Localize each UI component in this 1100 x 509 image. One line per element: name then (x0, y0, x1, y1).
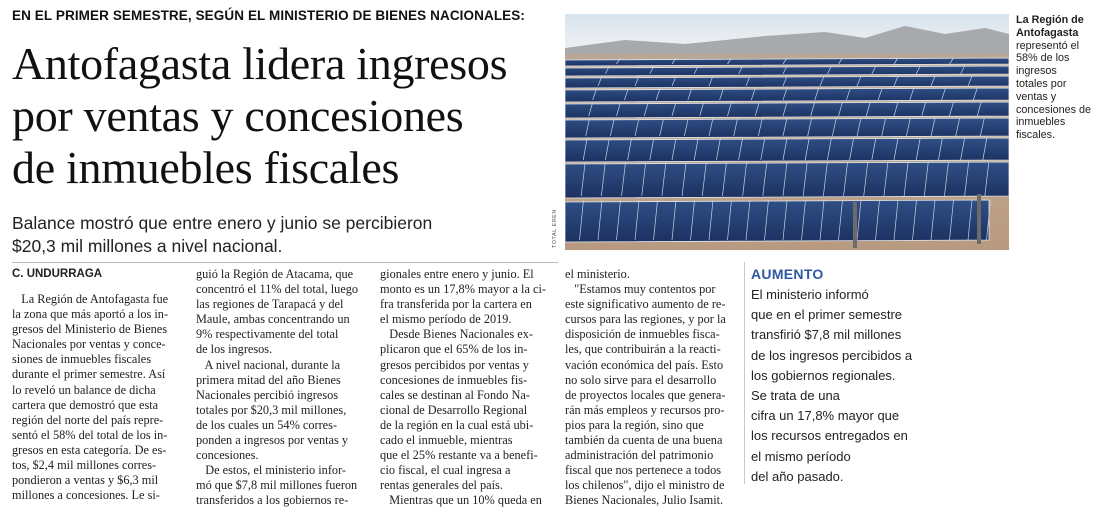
kicker: EN EL PRIMER SEMESTRE, SEGÚN EL MINISTERIO DE BIENES NACIONALES: (12, 8, 525, 23)
article-text-line: cales se destinan al Fondo Na- (380, 387, 530, 402)
article-column-4 (565, 267, 737, 509)
sidebar-box-line: del año pasado. (751, 468, 844, 484)
article-column-2 (196, 267, 372, 509)
article-text-line: las regiones de Tarapacá y del (196, 297, 344, 312)
sidebar-box-line: Se trata de una (751, 388, 840, 404)
article-text-line: pios para la región, sino que (565, 417, 704, 432)
sidebar-box-line: cifra un 17,8% mayor que (751, 408, 900, 424)
article-text-line: les, que contribuirán a la reacti- (565, 342, 721, 357)
article-text-line: "Estamos muy contentos por (565, 282, 716, 297)
sidebar-box-title: AUMENTO (751, 266, 824, 282)
article-text-line: gresos percibidos por ventas y (380, 357, 529, 372)
article-text-line: vación económica del país. Esto (565, 357, 724, 372)
caption-line: representó el (1016, 39, 1080, 52)
article-text-line: este significativo aumento de re- (565, 297, 726, 312)
article-text-line: cional de Desarrollo Regional (380, 402, 528, 417)
article-text-line: millones a concesiones. Le si- (12, 488, 160, 503)
sidebar-box-line: de los ingresos percibidos a (751, 347, 913, 363)
article-text-line: sentó el 58% del total de los in- (12, 427, 168, 442)
sidebar-box-line: los recursos entregados en (751, 428, 908, 444)
subheadline-line: Balance mostró que entre enero y junio se percibieron (12, 213, 433, 233)
article-text-line: cartera que demostró que esta (12, 397, 159, 412)
article-text-line: región del norte del país repre- (12, 412, 164, 427)
article-text-line: guió la Región de Atacama, que (196, 267, 354, 281)
caption-line: 58% de los (1016, 52, 1070, 65)
sidebar-box-line: el mismo período (751, 448, 851, 464)
sidebar-box (744, 262, 913, 484)
solar-panel-row (565, 76, 1009, 88)
caption-line: ventas y (1016, 90, 1057, 103)
sidebar-box-line: los gobiernos regionales. (751, 367, 896, 383)
solar-panel-row (565, 66, 1009, 76)
article-text-line: concesiones. (196, 448, 259, 463)
article-text-line: plicaron que el 65% de los in- (380, 342, 528, 357)
caption-line: concesiones de (1016, 103, 1092, 116)
article-text-line: concesiones de inmuebles fis- (380, 372, 528, 387)
solar-panel-row (565, 200, 989, 242)
headline (12, 38, 557, 194)
subheadline (12, 212, 552, 258)
article-text-line: durante el primer semestre. Así (12, 367, 166, 382)
article-text-line: pondieron a ventas y $6,3 mil (12, 473, 159, 488)
article-text-line: tos, $2,4 mil millones corres- (12, 458, 157, 473)
sidebar-box-text (751, 285, 913, 487)
article-text-line: el ministerio. (565, 267, 630, 281)
caption-line: inmuebles (1016, 116, 1066, 129)
solar-panel-row (565, 118, 1009, 138)
article-text-line: disposición de inmuebles fisca- (565, 327, 720, 342)
article-text-line: Maule, ambas concentrando un (196, 312, 350, 327)
article-text-line: fiscal que nos pertenece a todos (565, 463, 722, 478)
solar-panel-row (565, 88, 1009, 102)
article-text-line: De estos, el ministerio infor- (196, 463, 347, 478)
article-text-line: de proyectos locales que genera- (565, 387, 726, 402)
article-text-line: totales por $20,3 mil millones, (196, 402, 347, 417)
article-text-line: rentas generales del país. (380, 478, 503, 493)
byline: C. UNDURRAGA (12, 268, 103, 280)
article-text-line: de la región en la cual está ubi- (380, 417, 534, 432)
article-text-line: Desde Bienes Nacionales ex- (380, 327, 533, 342)
article-text-line: primera mitad del año Bienes (196, 372, 341, 387)
solar-panel-row (565, 138, 1009, 162)
article-text-line: de los cuales un 54% corres- (196, 417, 338, 432)
divider (12, 262, 558, 263)
article-text-line: A nivel nacional, durante la (196, 357, 341, 372)
article-text-line: de los ingresos. (196, 342, 273, 357)
sidebar-box-line: que en el primer semestre (751, 307, 903, 323)
article-text-line: gresos en esta categoría. De es- (12, 442, 167, 457)
article-text-line: fra transferida por la cartera en (380, 297, 532, 312)
article-text-line: rán más empleos y recursos pro- (565, 402, 725, 417)
article-text-line: mó que $7,8 mil millones fueron (196, 478, 358, 493)
article-text-line: gionales entre enero y junio. El (380, 267, 534, 281)
solar-panel-row (565, 102, 1009, 118)
solar-panels-photo (565, 14, 1009, 250)
article-text-line: la zona que más aportó a los in- (12, 307, 169, 322)
article-text-line: concentró el 11% del total, luego (196, 282, 359, 297)
caption-line: fiscales. (1016, 129, 1056, 142)
article-text-line: Bienes Nacionales, Julio Isamit. (565, 493, 724, 508)
article-text-line: Nacionales por ventas y conce- (12, 337, 166, 352)
sidebar-box-line: transfirió $7,8 mil millones (751, 327, 902, 343)
headline-line: por ventas y concesiones (12, 90, 464, 141)
sidebar-box-line: El ministerio informó (751, 287, 869, 302)
article-text-line: monto es un 17,8% mayor a la ci- (380, 282, 546, 297)
article-column-3 (380, 267, 556, 509)
subheadline-line: $20,3 mil millones a nivel nacional. (12, 236, 283, 256)
caption-bold-line: Antofagasta (1016, 26, 1079, 39)
article-text-line: el mismo período de 2019. (380, 312, 512, 327)
article-text-line: 9% respectivamente del total (196, 327, 339, 342)
caption-bold-line: La Región de (1016, 14, 1084, 26)
article-text-line: también da cuenta de una buena (565, 433, 723, 448)
caption-line: totales por (1016, 77, 1067, 90)
article-text-line: que el 25% restante va a benefi- (380, 448, 538, 463)
article-text-line: no solo sirve para el desarrollo (565, 372, 717, 387)
headline-line: Antofagasta lidera ingresos (12, 38, 508, 89)
article-text-line: Nacionales percibió ingresos (196, 387, 339, 402)
photo-caption (1016, 14, 1096, 142)
article-text-line: gresos del Ministerio de Bienes (12, 322, 168, 337)
headline-line: de inmuebles fiscales (12, 142, 400, 193)
article-text-line: lo reveló un balance de dicha (12, 382, 156, 397)
article-text-line: Mientras que un 10% queda en (380, 493, 542, 508)
photo-credit: TOTAL EREN (552, 209, 558, 248)
article-text-line: administración del patrimonio (565, 448, 714, 463)
article-text-line: cio fiscal, el cual ingresa a (380, 463, 511, 478)
article-text-line: La Región de Antofagasta fue (12, 292, 169, 306)
article-text-line: ponden a ingresos por ventas y (196, 433, 348, 448)
article-column-1 (12, 292, 188, 503)
caption-line: ingresos (1016, 65, 1057, 78)
article-text-line: transferidos a los gobiernos re- (196, 493, 349, 508)
article-text-line: cursos para las regiones, y por la (565, 312, 726, 327)
article-text-line: siones de inmuebles fiscales (12, 352, 151, 367)
article-text-line: los chilenos", dijo el ministro de (565, 478, 725, 493)
article-text-line: cado el inmueble, mientras (380, 433, 513, 448)
solar-panel-row (565, 162, 1009, 198)
